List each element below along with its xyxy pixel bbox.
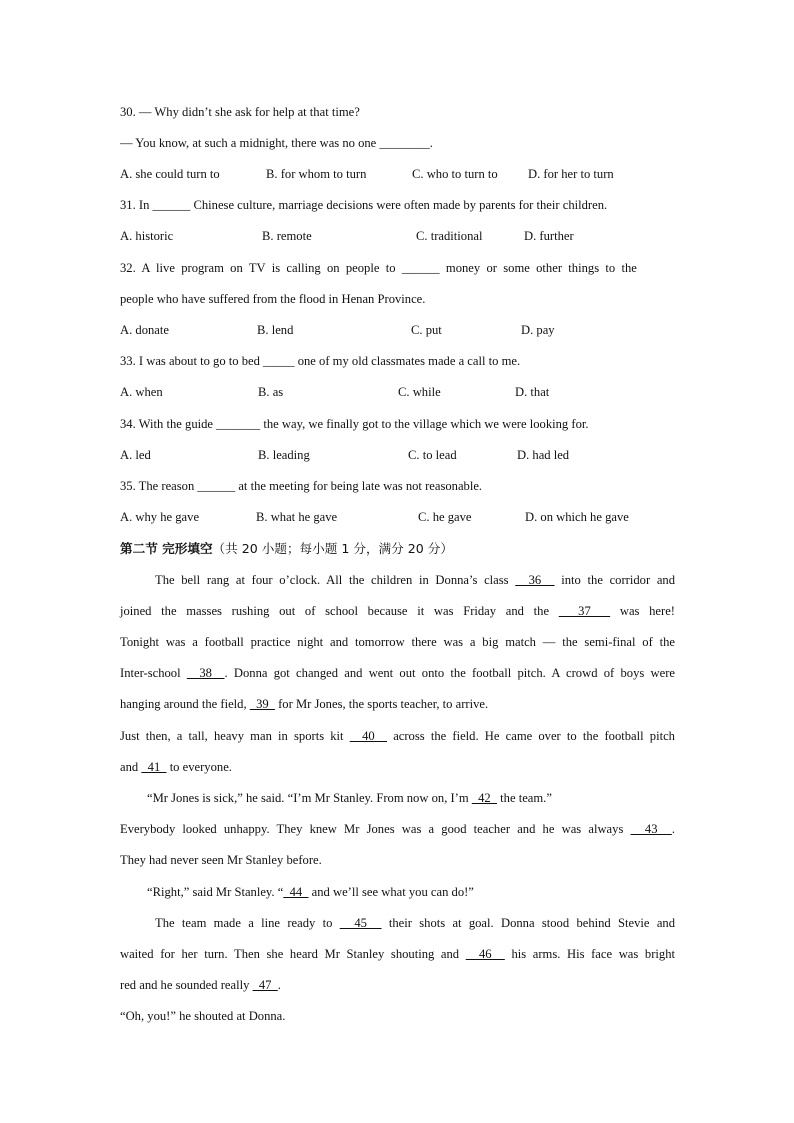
passage-line-15: “Oh, you!” he shouted at Donna. bbox=[120, 1009, 286, 1023]
q34-option-c: C. to lead bbox=[408, 448, 457, 462]
q30-option-a: A. she could turn to bbox=[120, 167, 220, 181]
blank-41: 41 bbox=[141, 760, 167, 774]
passage-line-1: The bell rang at four o’clock. All the children in Donna’s class 36 into the corridor and bbox=[155, 573, 676, 587]
blank-45: 45 bbox=[339, 916, 382, 930]
q33-option-a: A. when bbox=[120, 385, 163, 399]
question-35-stem: 35. The reason ______ at the meeting for being late was not reasonable. bbox=[120, 479, 483, 493]
passage-line-2: joined the masses rushing out of school because it was Friday and the 37 was here! bbox=[120, 604, 675, 618]
blank-38: 38 bbox=[186, 666, 225, 680]
q31-option-a: A. historic bbox=[120, 229, 174, 243]
question-30-stem: 30. — Why didn’t she ask for help at that time? bbox=[120, 105, 360, 119]
q35-option-a: A. why he gave bbox=[120, 510, 200, 524]
passage-line-9: Everybody looked unhappy. They knew Mr Jones was a good teacher and he was always 43 . bbox=[120, 822, 676, 836]
blank-40: 40 bbox=[349, 729, 388, 743]
blank-37: 37 bbox=[558, 604, 611, 618]
q31-option-c: C. traditional bbox=[416, 229, 483, 243]
question-32-stem-2: people who have suffered from the flood in Henan Province. bbox=[120, 292, 426, 306]
question-33-stem: 33. I was about to go to bed _____ one of my old classmates made a call to me. bbox=[120, 354, 521, 368]
question-31-stem: 31. In ______ Chinese culture, marriage decisions were often made by parents for their children. bbox=[120, 198, 608, 212]
section-title: 第二节 完形填空 bbox=[120, 541, 213, 556]
q31-option-d: D. further bbox=[524, 229, 574, 243]
q32-option-a: A. donate bbox=[120, 323, 169, 337]
q33-option-b: B. as bbox=[258, 385, 284, 399]
q34-option-d: D. had led bbox=[517, 448, 570, 462]
blank-44: 44 bbox=[283, 885, 309, 899]
blank-46: 46 bbox=[465, 947, 505, 961]
blank-43: 43 bbox=[630, 822, 672, 836]
q33-option-d: D. that bbox=[515, 385, 550, 399]
q30-option-b: B. for whom to turn bbox=[266, 167, 367, 181]
passage-line-7: and 41 to everyone. bbox=[120, 760, 232, 774]
passage-line-12: The team made a line ready to 45 their shots at goal. Donna stood behind Stevie and bbox=[155, 916, 675, 930]
q35-option-b: B. what he gave bbox=[256, 510, 338, 524]
passage-line-3: Tonight was a football practice night and tomorrow there was a big match — the semi-final of the bbox=[120, 635, 675, 649]
passage-line-11: “Right,” said Mr Stanley. “ 44 and we’ll see what you can do!” bbox=[147, 885, 474, 899]
blank-42: 42 bbox=[471, 791, 498, 805]
q34-option-b: B. leading bbox=[258, 448, 310, 462]
q30-option-d: D. for her to turn bbox=[528, 167, 614, 181]
q34-option-a: A. led bbox=[120, 448, 151, 462]
passage-line-10: They had never seen Mr Stanley before. bbox=[120, 853, 322, 867]
question-30-stem-2: — You know, at such a midnight, there was no one ________. bbox=[120, 136, 433, 150]
section-heading bbox=[120, 541, 453, 557]
q32-option-d: D. pay bbox=[521, 323, 555, 337]
question-34-stem: 34. With the guide _______ the way, we finally got to the village which we were looking for. bbox=[120, 417, 589, 431]
passage-line-5: hanging around the field, 39 for Mr Jones, the sports teacher, to arrive. bbox=[120, 697, 489, 711]
question-32-stem: 32. A live program on TV is calling on people to ______ money or some other things to the bbox=[120, 261, 637, 275]
section-note: （共 20 小题；每小题 1 分，满分 20 分） bbox=[212, 541, 453, 556]
q32-option-c: C. put bbox=[411, 323, 442, 337]
blank-47: 47 bbox=[252, 978, 278, 992]
q35-option-c: C. he gave bbox=[418, 510, 472, 524]
passage-line-6: Just then, a tall, heavy man in sports kit 40 across the field. He came over to the football pitch bbox=[120, 729, 675, 743]
passage-line-4: Inter-school 38 . Donna got changed and went out onto the football pitch. A crowd of boys were bbox=[120, 666, 676, 680]
q30-option-c: C. who to turn to bbox=[412, 167, 498, 181]
q33-option-c: C. while bbox=[398, 385, 441, 399]
q32-option-b: B. lend bbox=[257, 323, 294, 337]
passage-line-14: red and he sounded really 47 . bbox=[120, 978, 281, 992]
blank-39: 39 bbox=[249, 697, 275, 711]
passage-line-8: “Mr Jones is sick,” he said. “I’m Mr Stanley. From now on, I’m 42 the team.” bbox=[147, 791, 552, 805]
passage-line-13: waited for her turn. Then she heard Mr Stanley shouting and 46 his arms. His face was bright bbox=[120, 947, 675, 961]
q35-option-d: D. on which he gave bbox=[525, 510, 629, 524]
q31-option-b: B. remote bbox=[262, 229, 312, 243]
blank-36: 36 bbox=[515, 573, 555, 587]
